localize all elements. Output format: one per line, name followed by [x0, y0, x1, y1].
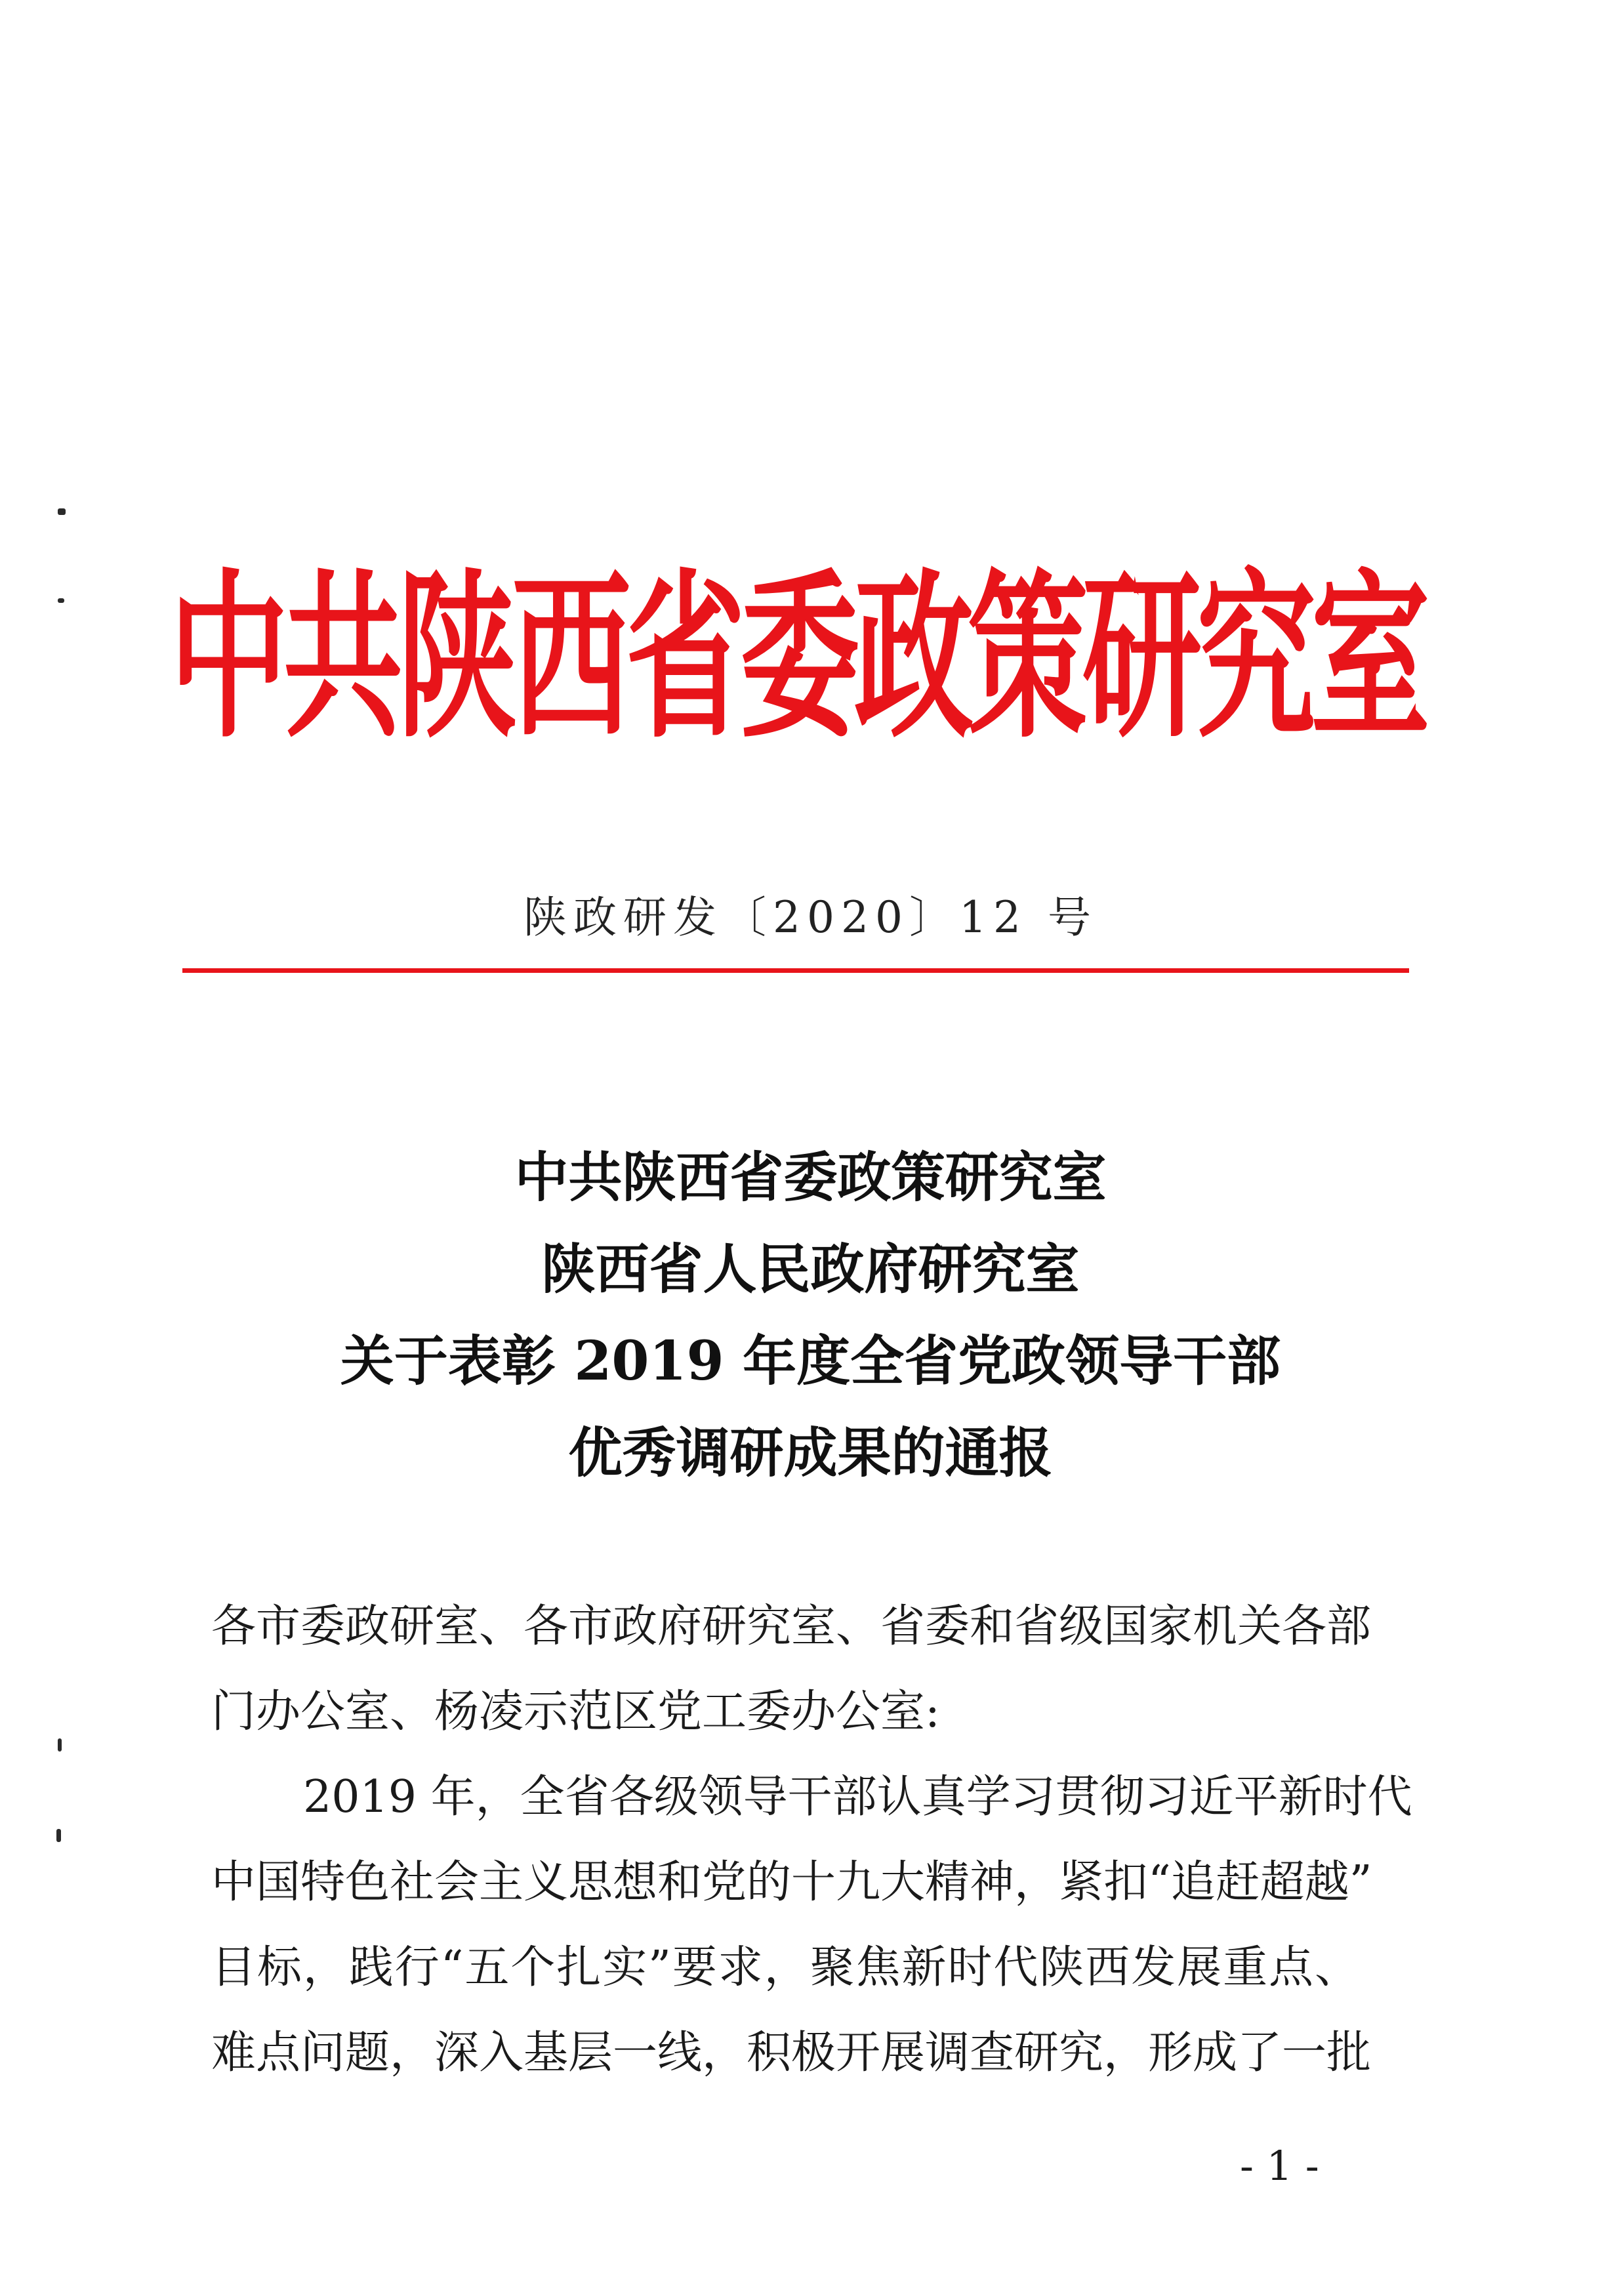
- title-line-4: 优秀调研成果的通报: [568, 1422, 1053, 1485]
- red-masthead: 中共陕西省委政策研究室: [169, 552, 1425, 762]
- scan-speck: [58, 598, 64, 603]
- scan-speck: [58, 1738, 62, 1752]
- scan-speck: [58, 508, 66, 515]
- title-line-2: 陕西省人民政府研究室: [541, 1238, 1080, 1301]
- body-line-paragraph-3: 目标，践行“五个扎实”要求，聚焦新时代陕西发展重点、: [211, 1942, 1359, 1994]
- body-line-paragraph-4: 难点问题，深入基层一线，积极开展调查研究，形成了一批: [211, 2027, 1372, 2079]
- body-line-paragraph-2: 中国特色社会主义思想和党的十九大精神，紧扣“追赶超越”: [211, 1856, 1372, 1908]
- body-line-addressee-1: 各市委政研室、各市政府研究室、省委和省级国家机关各部: [211, 1601, 1372, 1652]
- title-line-3: 关于表彰 2019 年度全省党政领导干部: [340, 1330, 1281, 1393]
- title-line-1: 中共陕西省委政策研究室: [514, 1146, 1107, 1209]
- page-number: - 1 -: [1240, 2142, 1319, 2190]
- body-line-paragraph-1: 2019 年，全省各级领导干部认真学习贯彻习近平新时代: [303, 1771, 1412, 1823]
- document-number: 陕政研发〔2020〕12 号: [523, 892, 1098, 943]
- red-divider-line: [182, 968, 1409, 973]
- body-line-addressee-2: 门办公室、杨凌示范区党工委办公室:: [211, 1686, 940, 1738]
- scan-speck: [56, 1829, 61, 1842]
